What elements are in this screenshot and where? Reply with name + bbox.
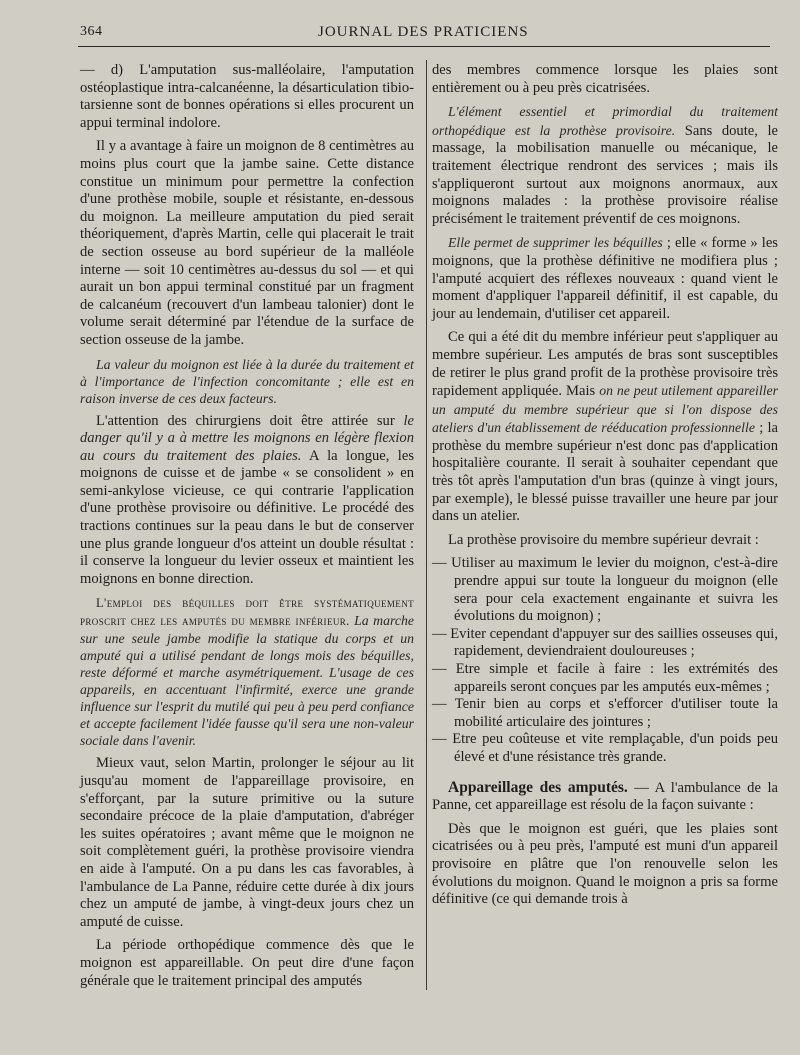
paragraph: — d) L'amputation sus-malléolaire, l'amputation ostéoplastique intra-calcanéenne, la désarticulation tibio-tarsienne sont de bonnes opérations si elles procurent un appui terminal indolore. [80,62,414,131]
left-column [80,62,414,996]
italic-run: on ne peut utilement appareiller un amputé du membre supérieur que si l'on dispose des ateliers d'un établissement de rééducation professionnelle [432,383,779,436]
text-run: — A l'ambulance de la Panne, cet appareillage est résolu de la façon suivante : [432,779,778,814]
list-item: — Etre simple et facile à faire : les extrémités des appareils seront conçues par les amputés eux-mêmes ; [432,661,778,696]
paragraph: La période orthopédique commence dès que le moignon est appareillable. On peut dire d'une façon générale que le traitement principal des amputés [80,937,414,989]
paragraph [80,594,414,749]
paragraph: La prothèse provisoire du membre supérieur devrait : [448,531,759,548]
paragraph [432,234,778,323]
right-column [432,62,778,915]
list-item: — Eviter cependant d'appuyer sur des saillies osseuses qui, rapidement, deviendraient douloureuses ; [432,626,778,661]
text-run: ; elle « forme » les moignons, que la prothèse définitive ne modifiera plus ; l'amputé acquiert des réflexes nouveaux : quand vient le moment d'appliquer l'appareil définitif, il est capable, du jour au lendemain, d'utiliser cet appareil. [432,235,778,322]
paragraph [432,103,778,228]
text-run: Sans doute, le massage, la mobilisation manuelle ou mécanique, le traitement électrique rendront des services ; mais ils s'appliqueront surtout aux moignons anormaux, aux moignons malades : la prothèse provisoire réalise précisément le traitement préventif de ces moignons. [432,122,778,227]
italic-run: le danger qu'il y a à mettre les moignons en légère flexion au cours du traitement des plaies. [80,412,414,464]
requirements-list [432,555,778,766]
list-item: — Utiliser au maximum le levier du moignon, c'est-à-dire prendre appui sur toute la longueur du moignon (elle sera pour cela exactement engainante et suivra les évolutions du moignon) ; [432,555,778,625]
list-item: — Etre peu coûteuse et vite remplaçable, d'un poids peu élevé et d'une résistance très grande. [432,731,778,766]
text-run: ; la prothèse du membre supérieur n'est donc pas d'application hospitalière courante. Il serait à souhaiter cependant que très tôt après l'amputation d'un bras (quinze à vingt jours, par exemple), le blessé puisse travailler une heure par jour dans un atelier. [432,420,778,525]
paragraph: des membres commence lorsque les plaies sont entièrement ou à peu près cicatrisées. [432,62,778,96]
journal-title: JOURNAL DES PRATICIENS [318,24,529,40]
paragraph [432,329,778,526]
paragraph: Dès que le moignon est guéri, que les plaies sont cicatrisées ou à peu près, l'amputé est muni d'un appareil provisoire en plâtre que l'on renouvelle selon les évolutions du moignon. Quand le moignon a pris sa forme définitive (ce qui demande trois à [432,820,778,908]
text-run: A la longue, les moignons de cuisse et de jambe « se consolident » en semi-ankylose vicieuse, ce qui contrarie l'application d'une prothèse provisoire ou définitive. Le procédé des tractions continues sur la peau dans le but de conserver une plus grande longueur d'os atteint un double résultat : il conserve la longueur du levier osseux et maintient les moignons en bonne direction. [80,447,414,587]
italic-run: Elle permet de supprimer les béquilles [448,235,663,251]
italic-paragraph: La valeur du moignon est liée à la durée du traitement et à l'importance de l'infection concomitante ; elle est en raison inverse de ces deux facteurs. [80,356,414,406]
italic-run: L'élément essentiel et primordial du traitement orthopédique est la prothèse provisoire. [432,104,778,138]
paragraph: Mieux vaut, selon Martin, prolonger le séjour au lit jusqu'au moment de l'appareillage provisoire, en s'efforçant, par la suture primitive ou la suture secondaire précoce de la plaie d'amputation, d'abréger les suites opératoires ; avant même que le moignon ne soit complètement guéri, la prothèse provisoire viendra en aide à l'amputé. On a pu dans les cas favorables, à l'ambulance de La Panne, réduire cette durée à dix jours chez un amputé de jambe, à vingt-deux jours chez un amputé de cuisse. [80,755,414,930]
column-divider [426,60,427,990]
italic-run: La marche sur une seule jambe modifie la statique du corps et un amputé qui a utilisé pendant de longs mois des béquilles, reste déformé et marche asymétriquement. L'usage de ces appareils, en accentuant l'infirmité, exerce une grande influence sur l'esprit du mutilé qui peu à peu perd confiance et accepte facilement l'idée fausse qu'il sera une non-valeur sociale dans l'avenir. [80,613,414,749]
section-heading: Appareillage des amputés. [448,778,628,796]
list-item: — Tenir bien au corps et s'efforcer d'utiliser toute la mobilité articulaire des jointures ; [432,696,778,731]
page-number: 364 [80,24,103,39]
page-header [80,22,780,46]
text-run: L'attention des chirurgiens doit être attirée sur [96,412,404,429]
paragraph: Il y a avantage à faire un moignon de 8 centimètres au moins plus court que la jambe saine. Cette distance constitue un minimum pour permettre la confection d'une prothèse mobile, souple et résistante, en-dessous du moignon. La meilleure amputation du pied serait théoriquement, d'après Martin, celle qui placerait le trait de section osseuse au bord supérieur de la malléole interne — soit 10 centimètres au-dessus du sol — et qui aurait un bon appui terminal constitué par un fragment de calcanéum (recouvert d'un lambeau talonier) dont le volume serait déterminé par l'étendue de la surface de section osseuse de la jambe. [80,138,414,348]
small-caps-run: L'emploi des béquilles doit être systématiquement proscrit chez les amputés du membre inférieur. [80,596,414,629]
paragraph [80,413,414,589]
header-rule [78,46,770,47]
text-run: Ce qui a été dit du membre inférieur peut s'appliquer au membre supérieur. Les amputés de bras sont susceptibles de retirer le plus grand profit de la prothèse provisoire très rapidement appliquée. Mais [432,329,778,400]
paragraph [432,779,778,815]
